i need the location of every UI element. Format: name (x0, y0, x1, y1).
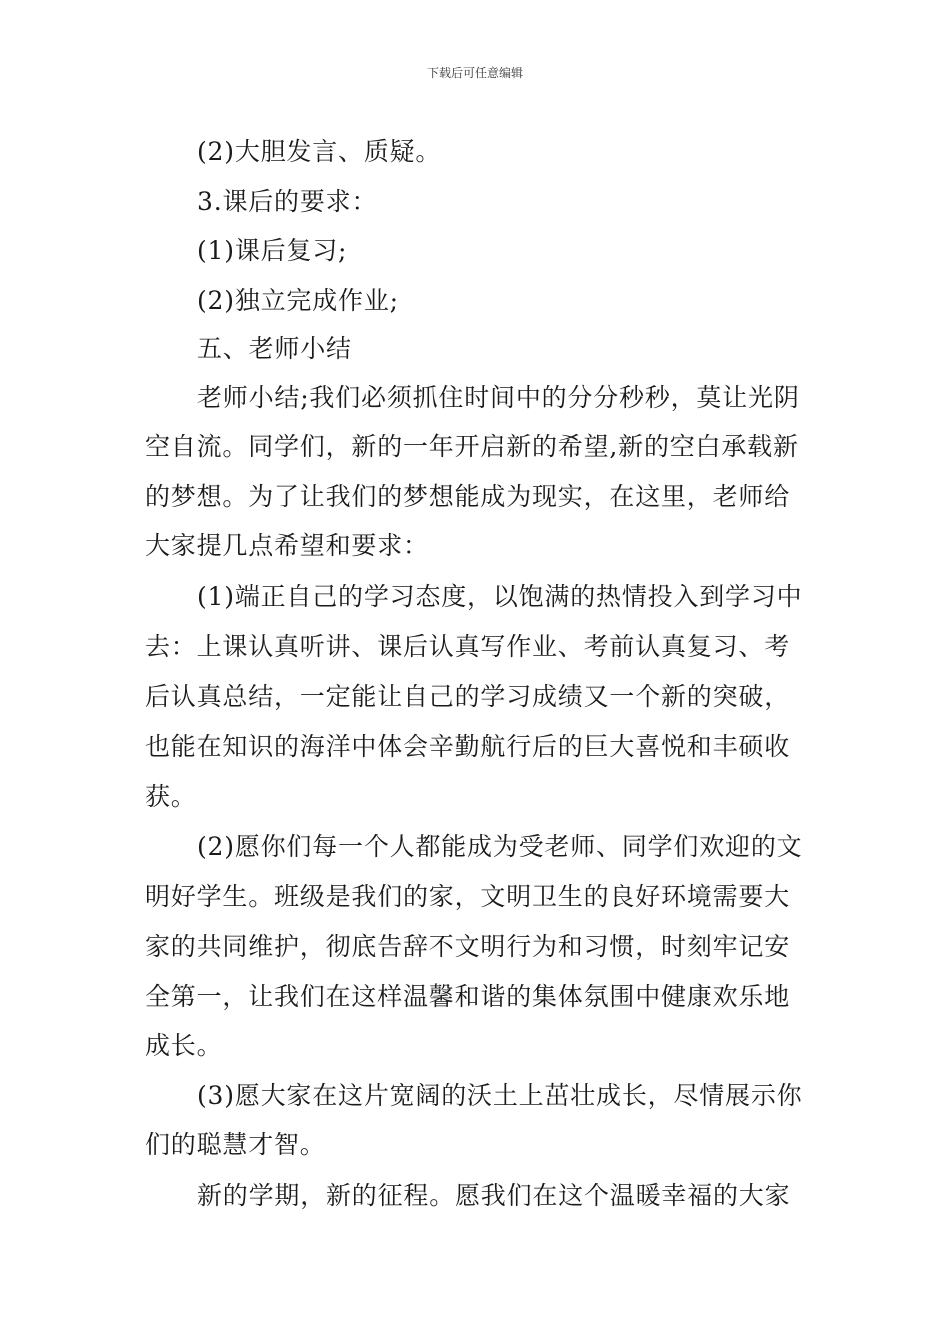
text-line: 老师小结;我们必须抓住时间中的分分秒秒，莫让光阴 (197, 383, 800, 412)
text-line: (2)大胆发言、质疑。 (197, 137, 442, 166)
text-line: 也能在知识的海洋中体会辛勤航行后的巨大喜悦和丰硕收 (145, 732, 791, 761)
text-line: 家的共同维护，彻底告辞不文明行为和习惯，时刻牢记安 (145, 932, 791, 961)
text-line: 获。 (145, 782, 197, 811)
page-header: 下载后可任意编辑 (426, 66, 523, 80)
text-line: (1)课后复习; (197, 236, 348, 265)
text-line: (2)愿你们每一个人都能成为受老师、同学们欢迎的文 (197, 832, 803, 861)
text-line: (2)独立完成作业; (197, 286, 399, 315)
text-line: (1)端正自己的学习态度，以饱满的热情投入到学习中 (197, 582, 803, 611)
text-line: 们的聪慧才智。 (145, 1130, 326, 1159)
text-line: 成长。 (145, 1031, 223, 1060)
text-line: 空自流。同学们，新的一年开启新的希望,新的空白承载新 (145, 432, 799, 461)
text-line: 后认真总结，一定能让自己的学习成绩又一个新的突破， (145, 682, 791, 711)
text-line: 全第一，让我们在这样温馨和谐的集体氛围中健康欢乐地 (145, 982, 791, 1011)
text-line: 大家提几点希望和要求： (145, 531, 429, 560)
text-line: 的梦想。为了让我们的梦想能成为现实，在这里，老师给 (145, 482, 791, 511)
text-line: 去：上课认真听讲、课后认真写作业、考前认真复习、考 (145, 632, 791, 661)
section-heading: 五、老师小结 (197, 334, 352, 363)
text-line: 明好学生。班级是我们的家，文明卫生的良好环境需要大 (145, 882, 791, 911)
text-line: 新的学期，新的征程。愿我们在这个温暖幸福的大家 (197, 1181, 791, 1210)
text-line: (3)愿大家在这片宽阔的沃土上茁壮成长，尽情展示你 (197, 1081, 803, 1110)
text-line: 3.课后的要求： (197, 187, 378, 216)
